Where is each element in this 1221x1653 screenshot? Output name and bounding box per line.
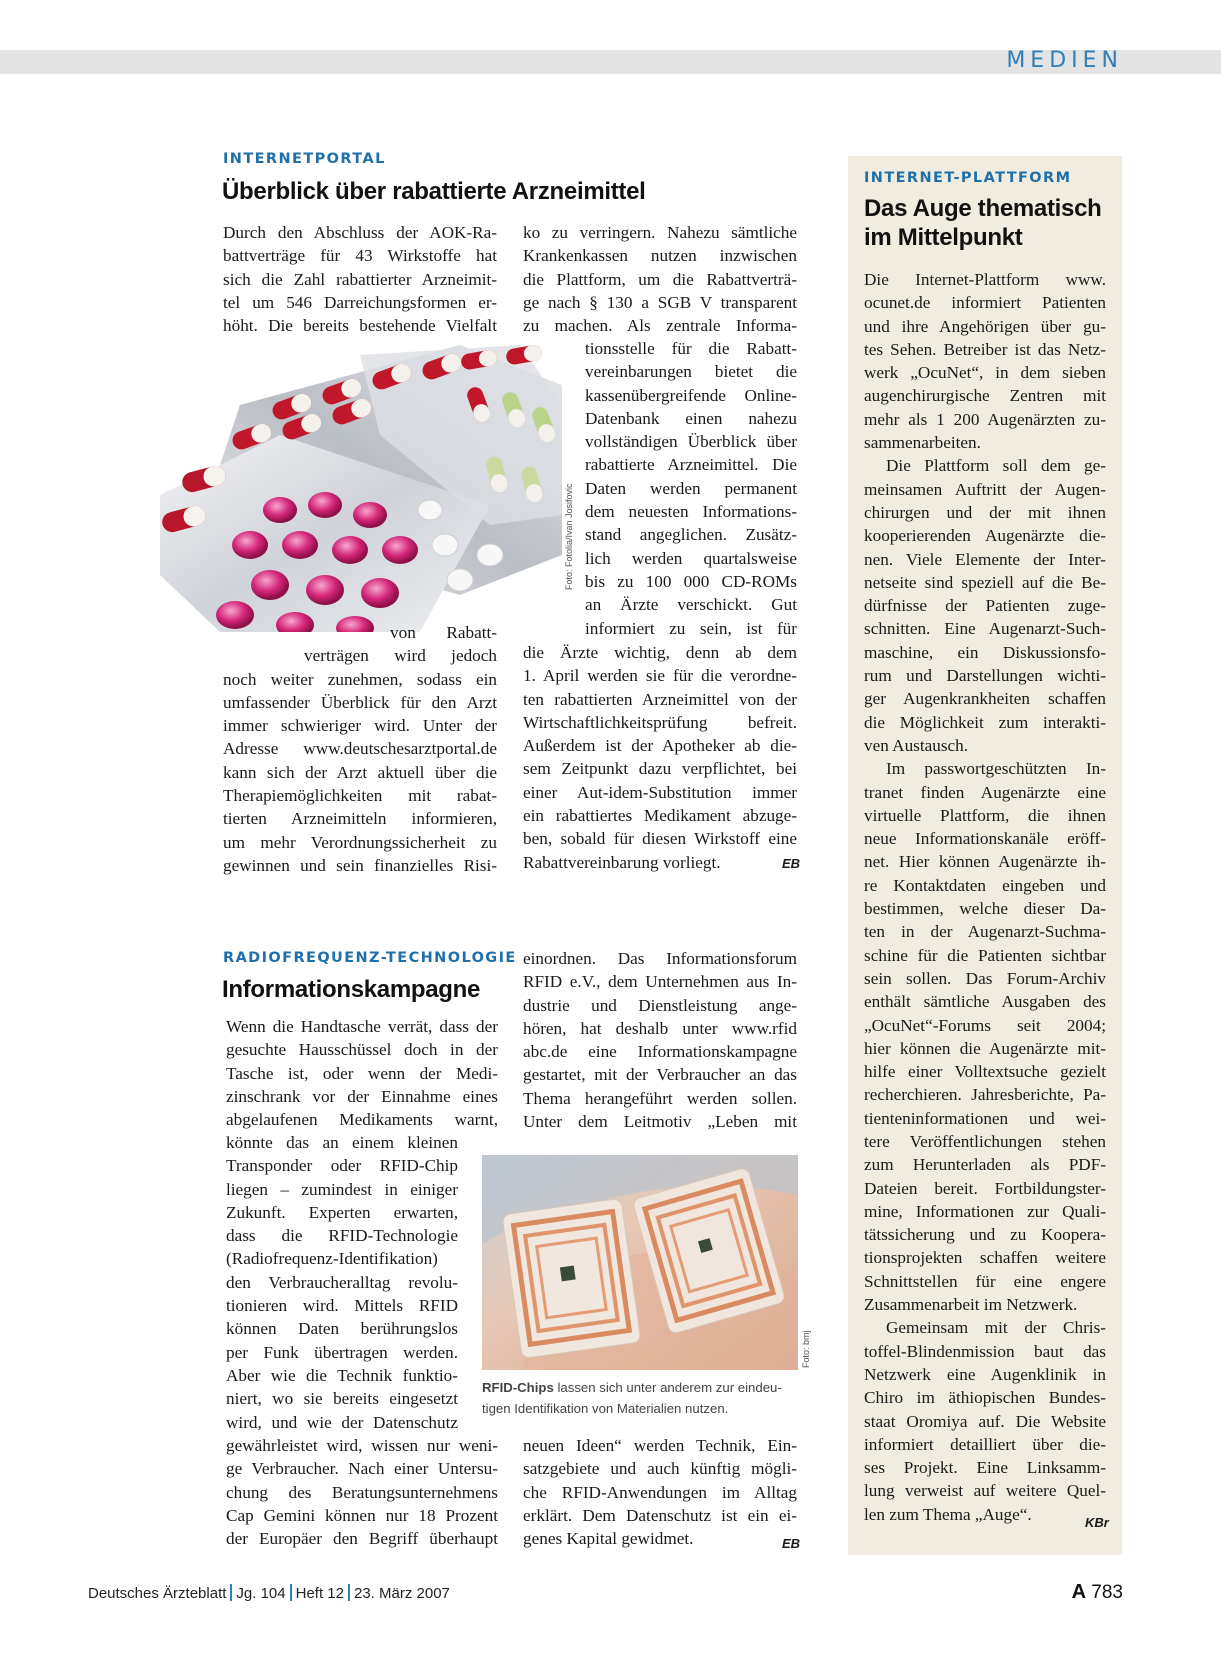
text-line: Cap Gemini können nur 18 Prozent [226,1505,498,1525]
rfid-caption-bold: RFID-Chips [482,1380,554,1395]
page-number [1072,1581,1123,1604]
text-line: einordnen. Das Informationsforum [523,949,797,968]
text-line: Krankenkassen nutzen inzwischen [523,246,797,266]
text-line: tes Sehen. Betreiber ist das Netz- [864,339,1106,359]
text-line: niert, wo sie bereits eingesetzt [226,1389,458,1409]
text-line: umfassender Überblick für den Arzt [223,692,497,712]
text-line: gewährleistet wird, wissen nur weni- [226,1436,498,1455]
article1-col1-top [223,221,497,337]
text-line: Wirtschaftlichkeitsprüfung befreit. [523,712,797,732]
text-line: höht. Die bereits bestehende Vielfalt [223,316,497,336]
text-line: vereinbarungen bietet die [585,362,797,382]
text-line: ge nach § 130 a SGB V transparent [523,292,797,312]
text-line: Die Internet-Plattform www. [864,270,1106,289]
text-line: Aber wie die Technik funktio- [226,1365,458,1385]
text-line: meinsamen Auftritt der Augen- [864,479,1106,499]
text-line: toffel-Blindenmission baut das [864,1341,1106,1361]
rfid-caption-line1 [482,1377,802,1398]
text-line: könnte das an einem kleinen [226,1133,458,1152]
text-line: Dateien bereit. Fortbildungster- [864,1178,1106,1198]
footer-journal: Deutsches Ärzteblatt [88,1585,227,1602]
section-label: MEDIEN [1006,48,1123,73]
text-line: wird, und wie der Datenschutz [226,1412,458,1432]
text-line: informiert detailliert über die- [864,1434,1106,1454]
text-line: nen. Viele Elemente der Inter- [864,549,1106,569]
footer-issue: Heft 12 [295,1585,344,1602]
text-line: werk „OcuNet“, in dem sieben [864,363,1106,383]
text-line: dustrie und Dienstleistung ange- [523,995,797,1015]
article2-col1-top [226,1015,498,1131]
text-line: staat Oromiya auf. Die Website [864,1411,1106,1431]
sidebar-body [864,268,1106,1526]
text-line: Chiro im äthiopischen Bundes- [864,1388,1106,1408]
text-line: tionsstelle für die Rabatt- [585,339,797,358]
text-line: einer Aut-idem-Substitution immer [523,782,797,802]
article2-signature: EB [782,1536,801,1551]
text-line: sich die Zahl rabattierter Arzneimit- [223,269,497,289]
text-line: re Kontaktdaten eingeben und [864,875,1106,895]
text-line: ocunet.de informiert Patienten [864,293,1106,313]
text-line: dem neuesten Informations- [585,502,797,522]
article1-title: Überblick über rabattierte Arzneimittel [222,178,646,205]
text-line: dürfnisse der Patienten zuge- [864,596,1106,616]
text-line: tranet finden Augenärzte eine [864,782,1106,802]
text-line: gewinnen und sein finanzielles Risi- [223,855,497,875]
text-line: schine für die Patienten sichtbar [864,945,1106,965]
rfid-image [482,1155,798,1370]
text-line: kooperierenden Augenärzte die- [864,526,1106,546]
text-line: tel um 546 Darreichungsformen er- [223,292,497,312]
text-line: ses Projekt. Eine Linksamm- [864,1458,1106,1478]
text-line: 1. April werden sie für die verordne- [523,666,797,686]
rfid-photo [482,1155,798,1370]
text-line: ge Verbraucher. Nach einer Untersu- [226,1459,498,1479]
article2-kicker: RADIOFREQUENZ-TECHNOLOGIE [223,950,517,966]
photo-credit-rfid: Foto: bmj [801,1330,811,1368]
article1-col2-wrap [585,337,797,640]
text-line: Rabattvereinbarung vorliegt. [523,852,721,872]
text-line: chirurgen und der mit ihnen [864,502,1106,522]
text-line: per Funk übertragen werden. [226,1342,458,1362]
text-line: stand angeglichen. Zusätz- [585,525,797,545]
text-line: genes Kapital gewidmet. [523,1529,694,1549]
text-line: len zum Thema „Auge“. [864,1504,1032,1524]
text-line: maschine, ein Diskussionsfo- [864,642,1106,662]
text-line: Daten werden permanent [585,478,797,498]
text-line: Gemeinsam mit der Chris- [886,1318,1106,1338]
text-line: tere Veröffentlichungen stehen [864,1131,1106,1151]
text-line: noch weiter zunehmen, sodass ein [223,669,497,689]
footer-separator [348,1584,350,1601]
text-line: neuen Ideen“ werden Technik, Ein- [523,1436,797,1455]
rfid-caption-text1: lassen sich unter anderem zur eindeu- [553,1380,782,1395]
text-line: tionsprojekten schaffen weitere [864,1248,1106,1268]
text-line: Zusammenarbeit im Netzwerk. [864,1295,1078,1315]
text-line: Außerdem ist der Apotheker ab die- [523,736,797,756]
text-line: Netzwerk eine Augenklinik in [864,1364,1106,1384]
text-line: lich werden quartalsweise [585,548,797,568]
text-line: mine, Informationen zur Quali- [864,1201,1106,1221]
text-line: zinschrank vor der Einnahme eines [226,1086,498,1106]
text-line: Im passwortgeschützten In- [886,759,1106,779]
footer-date: 23. März 2007 [354,1585,450,1602]
article1-col2-bottom [523,641,797,874]
article2-title: Informationskampagne [222,976,481,1003]
text-line: rum und Darstellungen wichti- [864,666,1106,686]
text-line: neue Informationskanäle eröff- [864,829,1106,849]
text-line: sammenarbeiten. [864,433,981,453]
footer-separator [290,1584,292,1601]
text-line: tionieren wird. Mittels RFID [226,1296,458,1316]
text-line: Tasche ist, oder wenn der Medi- [226,1063,498,1083]
text-line: tätssicherung und zu Kooperа- [864,1225,1106,1245]
article1-kicker: INTERNETPORTAL [223,151,386,167]
text-line: satzgebiete und auch künftig mögli- [523,1459,797,1479]
page-number-value: 783 [1091,1582,1123,1603]
text-line: abc.de eine Informationskampagne [523,1042,797,1062]
text-line: recherchieren. Jahresberichte, Pa- [864,1085,1106,1105]
pills-image [160,345,562,632]
footer-volume: Jg. 104 [236,1585,286,1602]
text-line: „OcuNet“-Forums seit 2004; [864,1015,1106,1035]
text-line: ten rabattierten Arzneimittel von der [523,689,797,709]
text-line: liegen – zumindest in einiger [226,1179,458,1199]
text-line: Therapiemöglichkeiten mit rabat- [223,786,497,806]
page-prefix: A [1071,1581,1087,1603]
text-line: immer schwieriger wird. Unter der [223,716,497,736]
text-line: die Plattform, um die Rabattverträ- [523,269,797,289]
article2-col1-wrap [226,1131,458,1434]
text-line: Unter dem Leitmotiv „Leben mit [523,1112,797,1132]
text-line: können Daten berührungslos [226,1319,458,1339]
text-line: enthält sämtliche Ausgaben des [864,992,1106,1012]
text-line: schnitten. Eine Augenarzt-Such- [864,619,1106,639]
text-line: informiert zu sein, ist für [585,618,797,638]
sidebar-title-line1: Das Auge thematisch [864,195,1102,222]
text-line: Durch den Abschluss der AOK-Ra- [223,223,497,242]
text-line: ten in der Augenarzt-Suchma- [864,922,1106,942]
pills-photo [160,345,562,632]
text-line: der Europäer den Begriff überhaupt [226,1529,498,1549]
text-line: hilfe einer Volltextsuche gezielt [864,1062,1106,1082]
article1-signature: EB [782,856,801,871]
text-line: sem Zeitpunkt dazu verpflichtet, bei [523,759,797,779]
text-line: an Ärzte verschickt. Gut [585,595,797,615]
text-line: abgelaufenen Medikaments warnt, [226,1110,498,1130]
text-line: lung verweist auf weitere Quel- [864,1481,1106,1501]
text-line: hören, hat deshalb unter www.rfid [523,1018,797,1038]
text-line: Zukunft. Experten erwarten, [226,1202,458,1222]
text-line: Adresse www.deutschesarztportal.de [223,739,497,759]
text-line: bis zu 100 000 CD-ROMs [585,571,797,591]
text-line: hier können die Augenärzte mit- [864,1038,1106,1058]
text-line: chung des Beratungsunternehmens [226,1482,498,1502]
text-line: Die Plattform soll dem ge- [886,456,1106,476]
text-line: ven Austausch. [864,735,969,755]
footer-separator [230,1584,232,1601]
text-line: tienteninformationen und wei- [864,1108,1106,1128]
text-line: augenchirurgische Zentren mit [864,386,1106,406]
text-line: sein sollen. Das Forum-Archiv [864,968,1106,988]
text-line: net. Hier können Augenärzte ih- [864,852,1106,872]
rfid-caption-text2: tigen Identifikation von Materialien nutzen. [482,1401,729,1416]
text-line: die Möglichkeit zum interakti- [864,712,1106,732]
text-line: die Ärzte wichtig, denn ab dem [523,643,797,662]
text-line: Transponder oder RFID-Chip [226,1156,458,1176]
text-line: verträgen wird jedoch [304,646,497,666]
text-line: rabattierte Arzneimittel. Die [585,455,797,475]
sidebar-kicker: INTERNET-PLATTFORM [864,170,1072,186]
text-line: ko zu verringern. Nahezu sämtliche [523,223,797,242]
text-line: che RFID-Anwendungen im Alltag [523,1482,797,1502]
article1-col2-top [523,221,797,337]
text-line: gestartet, mit der Verbraucher an das [523,1065,797,1085]
text-line: ben, sobald für diesen Wirkstoff eine [523,829,797,849]
article1-col1-bottom [223,621,497,877]
text-line: netseite sind speziell auf die Be- [864,572,1106,592]
sidebar-title-line2: im Mittelpunkt [864,224,1023,251]
text-line: mehr als 1 200 Augenärzten zu- [864,409,1106,429]
article2-col2-top [523,947,797,1133]
text-line: RFID e.V., dem Unternehmen aus In- [523,972,797,992]
article2-col2-bottom [523,1434,797,1550]
text-line: und ihre Angehörigen über gu- [864,316,1106,336]
text-line: gesuchte Hausschüssel doch in der [226,1040,498,1060]
footer-citation [88,1584,450,1602]
text-line: von Rabatt- [390,623,497,642]
text-line: kann sich der Arzt aktuell über die [223,762,497,782]
text-line: vollständigen Überblick über [585,432,797,452]
text-line: Schnittstellen für eine engere [864,1271,1106,1291]
article2-col1-bottom [226,1434,498,1550]
photo-credit-pills: Foto: Fotolia/Ivan Josifovic [564,483,574,590]
sidebar-signature: KBr [1085,1515,1109,1530]
text-line: ein rabattiertes Medikament abzuge- [523,806,797,826]
text-line: zum Herunterladen als PDF- [864,1155,1106,1175]
text-line: Datenbank einen nahezu [585,408,797,428]
text-line: battverträge für 43 Wirkstoffe hat [223,246,497,266]
text-line: Thema herangeführt werden sollen. [523,1088,797,1108]
text-line: ger Augenkrankheiten schaffen [864,689,1106,709]
text-line: dass die RFID-Technologie [226,1226,458,1246]
text-line: bestimmen, welche dieser Da- [864,899,1106,919]
rfid-caption [482,1377,802,1419]
text-line: kassenübergreifende Online- [585,385,797,405]
text-line: zu machen. Als zentrale Informa- [523,316,797,336]
text-line: erklärt. Dem Datenschutz ist ein ei- [523,1505,797,1525]
text-line: Wenn die Handtasche verrät, dass der [226,1017,498,1036]
text-line: tierten Arzneimitteln informieren, [223,809,497,829]
text-line: um mehr Verordnungssicherheit zu [223,832,497,852]
text-line: virtuelle Plattform, die ihnen [864,805,1106,825]
text-line: (Radiofrequenz-Identifikation) [226,1249,438,1269]
text-line: den Verbraucheralltag revolu- [226,1272,458,1292]
